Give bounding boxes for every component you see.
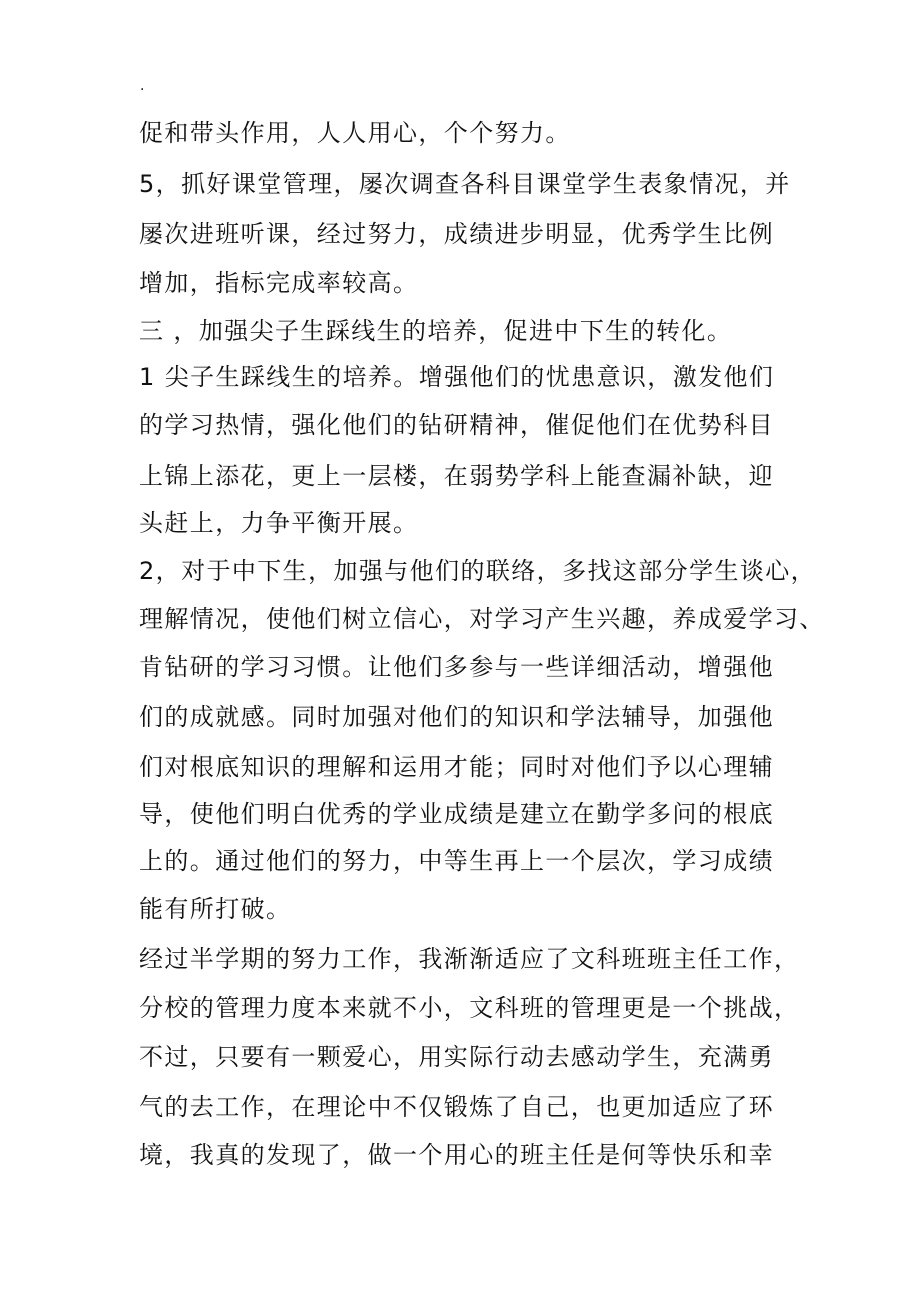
paragraph-line: 分校的管理力度本来就不小，文科班的管理更是一个挑战，	[139, 994, 800, 1022]
paragraph-line: 上的。通过他们的努力，中等生再上一个层次，学习成绩	[139, 847, 774, 875]
paragraph-line: 肯钻研的学习习惯。让他们多参与一些详细活动，增强他	[139, 653, 774, 681]
section-heading: 三 ，加强尖子生踩线生的培养，促进中下生的转化。	[139, 317, 733, 345]
paragraph-line: 们对根底知识的理解和运用才能；同时对他们予以心理辅	[139, 753, 774, 781]
paragraph-line: 经过半学期的努力工作，我渐渐适应了文科班班主任工作，	[139, 945, 800, 973]
paragraph-line: 理解情况，使他们树立信心，对学习产生兴趣，养成爱学习、	[139, 605, 825, 633]
paragraph-line: 促和带头作用，人人用心，个个努力。	[139, 119, 571, 147]
paragraph-line: 1 尖子生踩线生的培养。增强他们的忧患意识，激发他们	[139, 363, 775, 391]
paragraph-line: 不过，只要有一颗爱心，用实际行动去感动学生，充满勇	[139, 1043, 774, 1071]
paragraph-line: 境，我真的发现了，做一个用心的班主任是何等快乐和幸	[139, 1141, 774, 1169]
paragraph-line: 5，抓好课堂管理，屡次调查各科目课堂学生表象情况，并	[139, 170, 791, 198]
page-top-marker: .	[140, 78, 145, 94]
paragraph-line: 屡次进班听课，经过努力，成绩进步明显，优秀学生比例	[139, 220, 774, 248]
paragraph-line: 上锦上添花，更上一层楼，在弱势学科上能查漏补缺，迎	[139, 462, 774, 490]
paragraph-line: 增加，指标完成率较高。	[139, 269, 419, 297]
paragraph-line: 们的成就感。同时加强对他们的知识和学法辅导，加强他	[139, 703, 774, 731]
paragraph-line: 2，对于中下生，加强与他们的联络，多找这部分学生谈心，	[139, 557, 817, 585]
paragraph-line: 头赶上，力争平衡开展。	[139, 509, 419, 537]
paragraph-line: 导，使他们明白优秀的学业成绩是建立在勤学多问的根底	[139, 800, 774, 828]
paragraph-line: 气的去工作，在理论中不仅锻炼了自己，也更加适应了环	[139, 1093, 774, 1121]
paragraph-line: 能有所打破。	[139, 895, 292, 923]
paragraph-line: 的学习热情，强化他们的钻研精神，催促他们在优势科目	[139, 411, 774, 439]
